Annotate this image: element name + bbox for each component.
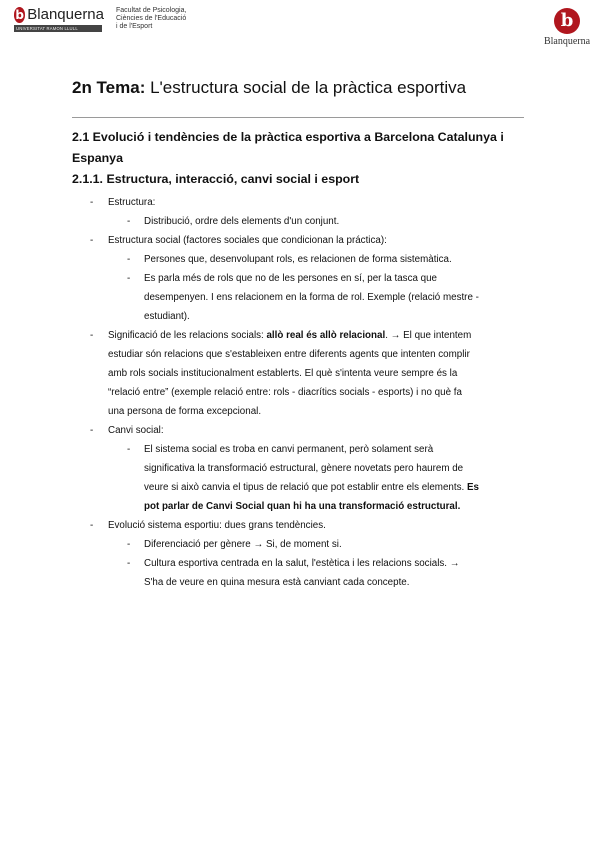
list-item-text: estudiar són relacions que s'estableixen entre diferents agents que intenten complir	[108, 349, 470, 360]
list-item	[0, 193, 527, 212]
list-item-continuation	[0, 478, 527, 497]
list-item-text: Es parla més de rols que no de les persones en sí, per la tasca que	[144, 273, 437, 284]
list-item-text: . → El que intentem	[385, 330, 472, 341]
bullet-dash: -	[90, 520, 94, 531]
bullet-dash: -	[127, 539, 131, 550]
blanquerna-emblem-logo	[538, 8, 596, 47]
list-item-text: desempenyen. I ens relacionem en la forma de rol. Exemple (relació mestre -	[144, 292, 479, 303]
list-item	[0, 326, 527, 345]
emphasis-text: allò real és allò relacional	[266, 330, 386, 341]
list-item-continuation	[0, 345, 527, 364]
list-item-text: amb rols socials institucionalment establerts. El què s'intenta veure sempre és la	[108, 368, 458, 379]
blanquerna-emblem-icon: b	[554, 8, 580, 34]
emphasis-text: pot parlar de Canvi Social quan hi ha una transformació estructural.	[144, 501, 461, 512]
list-item-text: Evolució sistema esportiu: dues grans tendències.	[108, 520, 326, 531]
bullet-dash: -	[90, 197, 94, 208]
list-item-continuation	[0, 307, 527, 326]
bullet-dash: -	[90, 425, 94, 436]
list-item-text: Cultura esportiva centrada en la salut, l'estètica i les relacions socials. →	[144, 558, 460, 569]
list-item-continuation	[0, 497, 527, 516]
list-item-text: Estructura:	[108, 197, 156, 208]
list-item	[0, 421, 527, 440]
faculty-line: Ciències de l'Educació	[116, 15, 187, 22]
blanquerna-header-logo	[14, 6, 104, 32]
list-item-text: Distribució, ordre dels elements d'un conjunt.	[144, 216, 340, 227]
bullet-dash: -	[127, 216, 131, 227]
list-item-continuation	[0, 402, 527, 421]
faculty-name	[116, 7, 186, 31]
list-item-text: Significació de les relacions socials:	[108, 330, 267, 341]
list-item-text: veure si això canvia el tipus de relació que pot establir entre els elements.	[144, 482, 467, 493]
page-title	[72, 78, 466, 98]
title-bold: 2n Tema:	[72, 78, 146, 97]
bullet-dash: -	[127, 273, 131, 284]
list-item-text: una persona de forma excepcional.	[108, 406, 262, 417]
emblem-text: Blanquerna	[543, 36, 591, 47]
section-heading: 2.1 Evolució i tendències de la pràctica esportiva a Barcelona Catalunya i Espanya	[72, 130, 504, 165]
list-item-continuation	[0, 573, 527, 592]
list-item	[0, 231, 527, 250]
list-item-text: significativa la transformació estructural, gènere novetats pero haurem de	[144, 463, 464, 474]
list-item-continuation	[0, 459, 527, 478]
list-subitem	[0, 212, 527, 231]
title-rest: L'estructura social de la pràctica esportiva	[145, 78, 467, 97]
list-item-text: S'ha de veure en quina mesura està canviant cada concepte.	[144, 577, 410, 588]
title-divider	[72, 117, 524, 118]
list-item	[0, 516, 527, 535]
list-item-continuation	[0, 288, 527, 307]
list-item-text: “relació entre” (exemple relació entre: rols - diacrítics socials - esports) i no què fa	[108, 387, 462, 398]
bullet-dash: -	[127, 254, 131, 265]
list-item-text: Persones que, desenvolupant rols, es relacionen de forma sistemàtica.	[144, 254, 452, 265]
logo-text: Blanquerna	[27, 6, 104, 23]
list-item-text: estudiant).	[144, 311, 190, 322]
list-subitem	[0, 440, 527, 459]
bullet-dash: -	[90, 235, 94, 246]
bullet-dash: -	[127, 444, 131, 455]
bullet-dash: -	[127, 558, 131, 569]
list-item-continuation	[0, 364, 527, 383]
list-subitem	[0, 269, 527, 288]
list-item-text: Canvi social:	[108, 425, 164, 436]
list-item-continuation	[0, 383, 527, 402]
list-item-text: El sistema social es troba en canvi permanent, però solament serà	[144, 444, 434, 455]
blanquerna-b-icon: b	[15, 7, 24, 22]
faculty-line: Facultat de Psicologia,	[116, 7, 187, 14]
list-item-text: Diferenciació per gènere → Si, de moment si.	[144, 539, 342, 550]
faculty-line: i de l'Esport	[116, 23, 153, 30]
list-subitem	[0, 535, 527, 554]
emphasis-text: Es	[466, 482, 479, 493]
content-list	[0, 193, 600, 592]
subsection-heading: 2.1.1. Estructura, interacció, canvi social i esport	[72, 172, 360, 186]
bullet-dash: -	[90, 330, 94, 341]
list-item-text: Estructura social (factores sociales que condicionan la práctica):	[108, 235, 387, 246]
list-subitem	[0, 250, 527, 269]
list-subitem	[0, 554, 527, 573]
university-bar: UNIVERSITAT RAMON LLULL	[14, 25, 102, 32]
